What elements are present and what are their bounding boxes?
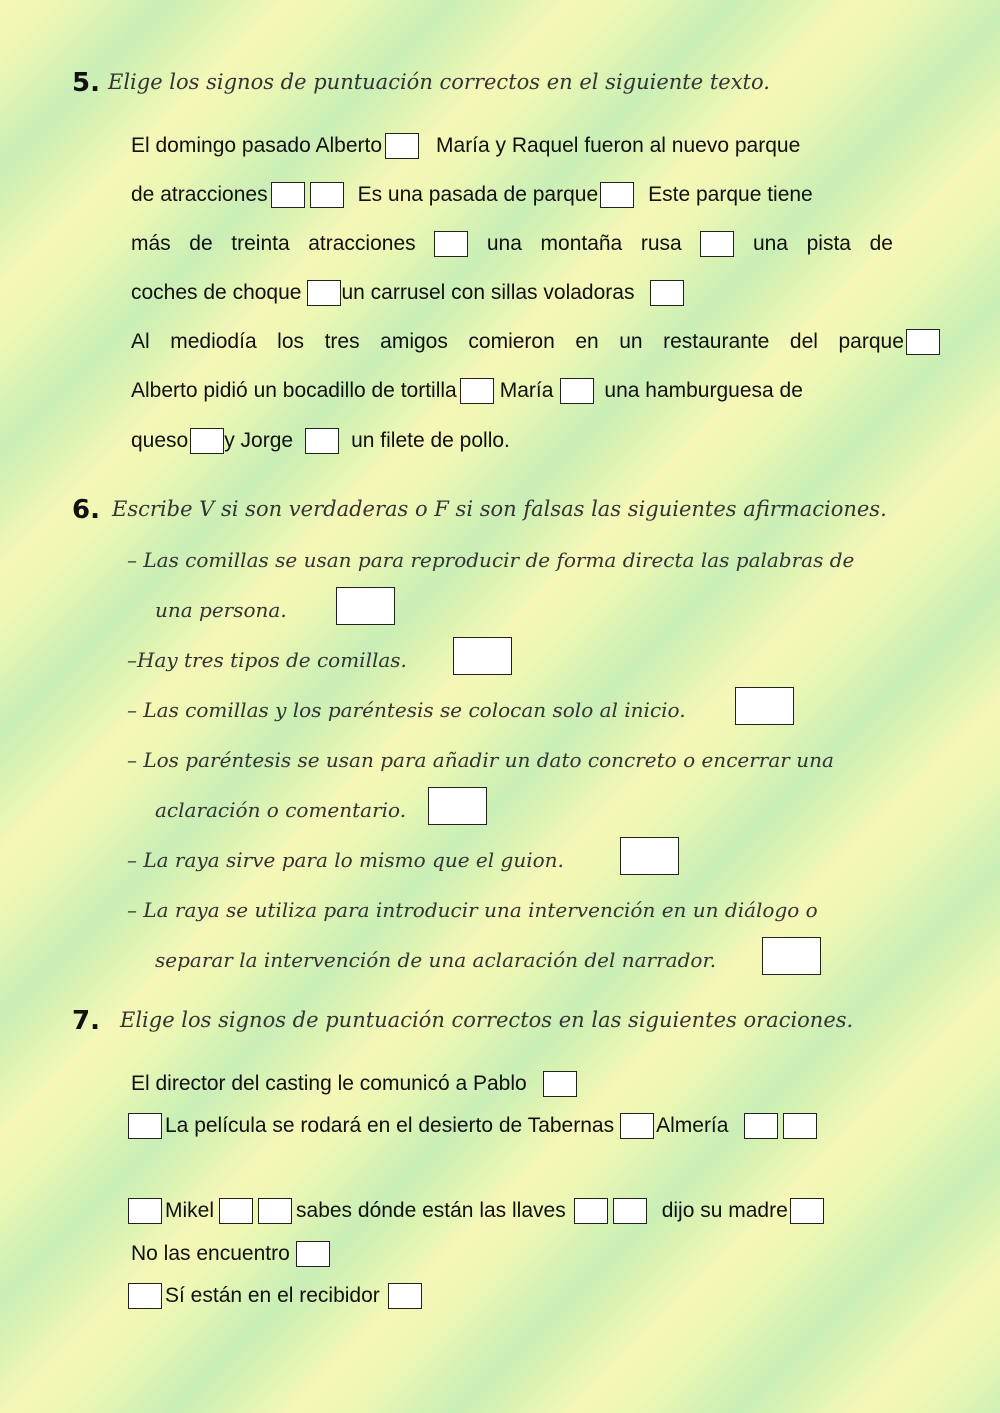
answer-box[interactable]	[790, 1198, 824, 1224]
word: parque	[838, 330, 904, 353]
q5-number: 5.	[72, 68, 100, 98]
q6-item-4-line-1: – Los paréntesis se usan para añadir un dato concreto o encerrar una	[127, 748, 834, 772]
answer-box[interactable]	[190, 428, 224, 454]
q5-line-4-text: coches de choque	[131, 281, 302, 304]
q6-item-1-line-1: – Las comillas se usan para reproducir de forma directa las palabras de	[127, 548, 855, 572]
word: restaurante	[663, 330, 770, 353]
answer-box-vf-3[interactable]	[735, 687, 794, 725]
q5-line-4	[131, 280, 893, 306]
answer-box[interactable]	[613, 1198, 647, 1224]
q5-line-6-text: María	[499, 379, 554, 402]
q5-line-2-text: Este parque tiene	[648, 183, 813, 206]
word: rusa	[640, 232, 682, 255]
answer-box[interactable]	[620, 1113, 654, 1139]
word: de	[189, 232, 213, 255]
q5-line-1	[131, 133, 893, 159]
word: de	[869, 232, 893, 255]
word: los	[277, 330, 305, 353]
q5-line-2-text: Es una pasada de parque	[357, 183, 599, 206]
q5-line-7-text: y Jorge	[224, 429, 294, 452]
q6-item-1-line-2: una persona.	[155, 598, 287, 622]
q7-line-2	[128, 1113, 817, 1139]
q7-line-4	[131, 1241, 330, 1267]
answer-box[interactable]	[296, 1241, 330, 1267]
answer-box-vf-6[interactable]	[762, 937, 821, 975]
answer-box[interactable]	[128, 1113, 162, 1139]
answer-box[interactable]	[744, 1113, 778, 1139]
q7-line-3	[128, 1198, 824, 1224]
answer-box[interactable]	[128, 1283, 162, 1309]
word: en	[575, 330, 599, 353]
answer-box[interactable]	[388, 1283, 422, 1309]
answer-box-vf-1[interactable]	[336, 587, 395, 625]
answer-box[interactable]	[574, 1198, 608, 1224]
q6-number: 6.	[72, 495, 100, 525]
q7-line-5	[128, 1283, 422, 1309]
word: una	[486, 232, 522, 255]
answer-box[interactable]	[460, 378, 494, 404]
q6-item-4-line-2: aclaración o comentario.	[155, 798, 407, 822]
answer-box[interactable]	[305, 428, 339, 454]
answer-box[interactable]	[560, 378, 594, 404]
answer-box[interactable]	[307, 280, 341, 306]
q7-line-2-text: La película se rodará en el desierto de Tabernas	[165, 1114, 615, 1137]
q5-line-1-text: El domingo pasado Alberto	[131, 134, 383, 157]
q7-line-3-text: dijo su madre	[661, 1199, 788, 1222]
q5-line-6-text: Alberto pidió un bocadillo de tortilla	[131, 379, 457, 402]
q6-item-6-line-2: separar la intervención de una aclaración del narrador.	[155, 948, 717, 972]
q6-item-2: –Hay tres tipos de comillas.	[127, 648, 407, 672]
q7-line-3-text: Mikel	[165, 1199, 215, 1222]
q5-line-2-text: de atracciones	[131, 183, 268, 206]
word: comieron	[468, 330, 555, 353]
word: Al	[131, 330, 150, 353]
answer-box[interactable]	[543, 1071, 577, 1097]
answer-box[interactable]	[700, 231, 734, 257]
q5-line-2	[131, 182, 893, 208]
q7-line-4-text: No las encuentro	[131, 1242, 290, 1265]
word: atracciones	[308, 232, 416, 255]
answer-box-vf-4[interactable]	[428, 787, 487, 825]
q5-line-4-text: un carrusel con sillas voladoras	[341, 281, 635, 304]
answer-box[interactable]	[271, 182, 305, 208]
q5-line-7	[131, 428, 893, 454]
word: amigos	[380, 330, 448, 353]
answer-box[interactable]	[219, 1198, 253, 1224]
answer-box[interactable]	[434, 231, 468, 257]
answer-box[interactable]	[258, 1198, 292, 1224]
word: una	[752, 232, 788, 255]
q5-line-7-text: un filete de pollo.	[351, 429, 510, 452]
q7-number: 7.	[72, 1006, 100, 1036]
q7-line-1	[131, 1071, 577, 1097]
q5-line-7-text: queso	[131, 429, 189, 452]
word: del	[789, 330, 818, 353]
word: mediodía	[170, 330, 257, 353]
q5-line-6	[131, 378, 893, 404]
word: montaña	[540, 232, 623, 255]
word: más	[131, 232, 171, 255]
answer-box-vf-5[interactable]	[620, 837, 679, 875]
q5-line-6-text: una hamburguesa de	[604, 379, 803, 402]
word: treinta	[231, 232, 290, 255]
answer-box[interactable]	[906, 329, 940, 355]
answer-box[interactable]	[385, 133, 419, 159]
word: pista	[806, 232, 851, 255]
q5-line-5	[131, 329, 940, 355]
q6-item-5: – La raya sirve para lo mismo que el guion.	[127, 848, 564, 872]
q6-instruction: Escribe V si son verdaderas o F si son falsas las siguientes afirmaciones.	[112, 497, 887, 521]
q5-line-1-text: María y Raquel fueron al nuevo parque	[436, 134, 801, 157]
q6-item-3: – Las comillas y los paréntesis se colocan solo al inicio.	[127, 698, 686, 722]
answer-box[interactable]	[128, 1198, 162, 1224]
answer-box[interactable]	[600, 182, 634, 208]
q7-line-3-text: sabes dónde están las llaves	[296, 1199, 566, 1222]
q7-line-1-text: El director del casting le comunicó a Pablo	[131, 1072, 527, 1095]
q6-item-6-line-1: – La raya se utiliza para introducir una intervención en un diálogo o	[127, 898, 818, 922]
answer-box[interactable]	[783, 1113, 817, 1139]
answer-box[interactable]	[650, 280, 684, 306]
q7-line-2-text: Almería	[656, 1114, 729, 1137]
answer-box-vf-2[interactable]	[453, 637, 512, 675]
answer-box[interactable]	[310, 182, 344, 208]
q7-instruction: Elige los signos de puntuación correctos en las siguientes oraciones.	[120, 1008, 854, 1032]
q5-instruction: Elige los signos de puntuación correctos en el siguiente texto.	[108, 70, 770, 94]
word: tres	[324, 330, 360, 353]
word: un	[619, 330, 643, 353]
q7-line-5-text: Sí están en el recibidor	[165, 1284, 380, 1307]
q5-line-3	[131, 231, 893, 257]
